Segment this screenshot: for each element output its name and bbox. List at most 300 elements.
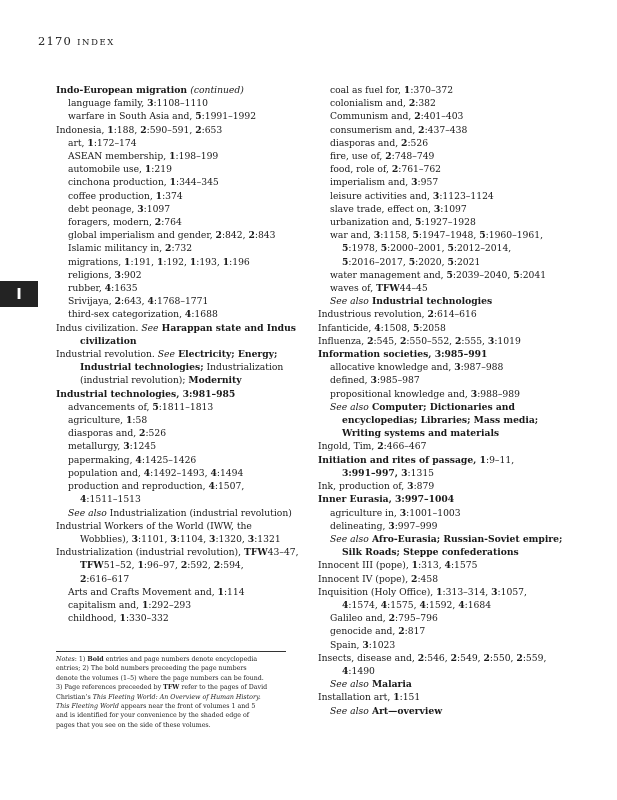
index-entry-line [318,295,578,308]
text-run: childhood, [68,613,120,625]
text-run: encyclopedias; Libraries; Mass media; [342,415,539,427]
text-run: TFW [163,684,180,692]
text-run: 1 [393,692,400,704]
text-run: Indonesia, [56,124,108,136]
text-run: Notes [56,656,75,663]
text-run: :1097 [440,203,467,215]
text-run: :193, [196,256,223,268]
index-entry-line [56,176,302,189]
text-run: Afro-Eurasia; Russian-Soviet empire; [368,533,563,545]
text-run: civilization [80,335,137,347]
text-run: 4 [104,283,112,295]
index-entry-line [56,97,302,110]
text-run: entries; 2) The bold numbers preceeding the page numbers [56,665,247,673]
section-label: INDEX [77,38,115,48]
text-run: 2 [165,243,172,255]
text-run: Inner Eurasia, 3:997–1004 [318,494,455,506]
text-run: :2021 [453,256,481,268]
index-entry-line [56,335,302,348]
text-run: refer to the pages of David [179,684,268,692]
text-run: :764 [161,217,182,229]
text-run: agriculture in, [330,507,400,519]
text-run: leisure activities and, [330,190,433,202]
text-run: :1927–1928 [421,217,476,229]
text-run: coffee production, [68,190,156,202]
text-run: 5 [380,243,388,255]
text-run: 1 [222,256,230,268]
index-entry-line [318,520,578,533]
text-run: :382 [415,98,436,110]
text-run: religions, [68,269,115,281]
text-run: 4 [208,481,215,493]
index-entry-line [318,190,578,203]
text-run: :1635 [111,283,138,295]
index-entry-line [318,573,578,586]
text-run: Indus civilization. [56,322,142,334]
text-run: 4 [342,599,349,611]
text-run: colonialism and, [330,98,409,110]
index-entry-line [56,467,302,480]
text-run: (continued) [190,85,244,96]
index-entry-line [318,533,578,546]
text-run: Harappan state and Indus [158,322,296,334]
text-run: :526 [407,137,429,149]
text-run: 1 [436,586,443,598]
index-entry-line [318,176,578,189]
index-entry-line [56,374,302,387]
text-run: See also [68,507,107,519]
text-run: Silk Roads; Steppe confederations [342,547,519,559]
text-run: :1315 [407,467,435,479]
text-run: imperialism and, [330,177,412,189]
text-run: 3 [432,190,440,202]
text-run: :545, [373,335,400,347]
text-run: 1 [217,586,224,598]
text-run: 5 [342,243,349,255]
text-run: : 1) [74,656,88,663]
text-run: 1 [125,415,133,427]
text-run: :957 [417,177,439,189]
text-run: 2 [367,335,374,347]
text-run: :549, [457,652,484,664]
text-run: :172–174 [93,137,137,149]
text-run: :188, [113,124,141,136]
index-entry-line [56,520,302,533]
index-entry-line [56,599,302,612]
text-run: 2 [400,335,407,347]
text-run: :732 [171,243,193,255]
text-run: 2 [414,111,421,123]
text-run: :313, [418,560,445,572]
text-run: (industrial revolution); [80,375,189,387]
text-run: Ingold, Tim, [318,441,378,453]
text-run: 2 [154,217,162,229]
text-run: 1 [403,85,411,96]
text-run: ASEAN membership, [68,151,170,163]
index-entry-line [318,163,578,176]
index-entry-line [56,388,302,401]
text-run: :879 [413,481,435,493]
index-entry-line [318,427,578,440]
text-run: :761–762 [398,164,442,176]
text-run: :1494 [216,467,244,479]
text-run: :2058 [419,322,446,334]
index-entry-line [56,559,302,572]
text-run: Art—overview [368,705,443,717]
text-run: :559, [522,652,547,664]
index-entry-line [56,322,302,335]
index-entry-line [318,705,578,718]
text-run: :401–403 [420,111,464,123]
text-run: denote the volumes (1–5) where the page numbers can be found. [56,674,264,682]
text-run: coal as fuel for, [330,85,404,96]
text-run: 5 [195,111,202,123]
text-run: Infanticide, [318,322,375,334]
index-entry-line [318,612,578,625]
text-run: 3 [209,533,216,545]
text-run: 3 [454,362,461,374]
index-entry-line [318,546,578,559]
index-entry-line [318,388,578,401]
text-run: 43–47, [267,547,299,559]
text-run: warfare in South Asia and, [68,111,196,123]
text-run: :330–332 [125,613,169,625]
text-run: capitalism and, [68,599,142,611]
text-run: Industrious revolution, [318,309,428,321]
index-entry-line [56,348,302,361]
text-run: See also [330,533,369,545]
text-run: :1592, [425,599,459,611]
text-run: 1 [141,599,149,611]
text-run: 2 [139,428,146,440]
text-run: 4 [80,494,87,506]
index-entry-line [56,203,302,216]
notes-line [56,664,286,673]
text-run: :2020, [415,256,448,268]
text-run: :546, [424,652,451,664]
text-run: 3 [399,507,407,519]
text-run: 5 [447,243,454,255]
text-run: 4 [342,665,349,677]
text-run: 4 [374,322,381,334]
text-run: diasporas and, [68,428,140,440]
index-entry-line [318,454,578,467]
text-run: 1 [169,177,176,189]
text-run: 4 [143,467,151,479]
text-run: 1 [107,124,114,136]
text-run: This Fleeting World [56,703,119,711]
index-entry-line [318,665,578,678]
text-run: metallurgy, [68,441,124,453]
text-run: Insects, disease and, [318,652,418,664]
text-run: :550, [489,652,517,664]
text-run: 3 [487,335,495,347]
text-run: :1123–1124 [439,190,494,202]
text-run: 2 [248,230,255,242]
text-run: :192, [163,256,190,268]
text-run: :1574, [348,599,381,611]
text-run: 2 [401,137,408,149]
text-run: 5 [446,269,453,281]
text-run: slave trade, effect on, [330,203,434,215]
text-run: defined, [330,375,371,387]
text-run: 3 [123,441,130,453]
text-run: :1684 [464,599,492,611]
text-run: 4 [419,599,426,611]
text-run: 3 [373,230,381,242]
text-run: :643, [121,296,148,308]
text-run: delineating, [330,520,389,532]
index-entry-line [318,84,578,97]
text-run: Industrial technologies [368,296,493,308]
text-run: :616–617 [86,573,130,585]
index-entry-line [56,84,302,97]
index-entry-line [318,374,578,387]
index-entry-line [318,229,578,242]
text-run: 2 [455,335,462,347]
text-run: :1811–1813 [158,401,214,413]
notes-line [56,655,286,664]
text-run: 2 [114,296,121,308]
text-run: 2 [408,98,416,110]
text-run: :1960–1961, [485,230,543,242]
text-run: Industrial Workers of the World (IWW, the [56,520,252,532]
text-run: :842, [221,230,249,242]
text-run: Galileo and, [330,613,389,625]
text-run: 4 [458,599,465,611]
text-run: :592, [187,560,214,572]
text-run: 4 [380,599,388,611]
text-run: 1 [411,560,419,572]
text-run: :555, [461,335,488,347]
text-run: Influenza, [318,335,368,347]
text-run: consumerism and, [330,124,419,136]
text-run: papermaking, [68,454,136,466]
text-run: 1 [155,190,163,202]
index-entry-line [318,678,578,691]
text-run: :1978, [348,243,381,255]
tab-letter: I [16,285,22,303]
index-entry-line [318,308,578,321]
text-run: :114 [223,586,245,598]
text-run: Information societies, 3:985–991 [318,349,488,361]
text-run: 3 [470,388,478,400]
text-run: appears near the front of volumes 1 and 5 [118,703,256,711]
text-run: 3 [433,203,441,215]
text-run: 3 [401,467,408,479]
index-entry-line [318,361,578,374]
index-entry-line [318,691,578,704]
index-entry-line [318,586,578,599]
text-run: See [157,349,175,361]
text-run: :198–199 [175,151,219,163]
text-run: Bold [87,656,104,663]
text-run: 2 [195,124,202,136]
text-run: 3 [137,203,144,215]
text-run: TFW [243,547,268,559]
text-run: :795–796 [395,613,438,625]
index-entry-line [56,493,302,506]
text-run: 44–45 [399,283,428,295]
text-run: 2 [80,573,87,585]
text-run: 1 [156,256,164,268]
index-entry-line [318,242,578,255]
text-run: automobile use, [68,164,145,176]
text-run: Initiation and rites of passage, [318,454,480,466]
text-run: :1158, [380,230,413,242]
text-run: See also [330,705,369,717]
index-entry-line [56,137,302,150]
index-entry-line [56,229,302,242]
text-run: :1097 [143,203,171,215]
text-run: 5 [447,256,454,268]
index-entry-line [56,163,302,176]
text-run: :653 [201,124,223,136]
text-run: population and, [68,467,144,479]
text-run: Industrial technologies; [80,362,204,374]
text-run: 5 [414,217,422,229]
index-entry-line [56,427,302,440]
text-run: pages that you see on the side of these volumes. [56,721,211,729]
text-run: 51–52, [103,560,138,572]
text-run: :219 [151,164,172,176]
text-run: foragers, modern, [68,217,155,229]
index-entry-line [318,652,578,665]
text-run: 1 [137,560,144,572]
text-run: :988–989 [477,388,520,400]
index-entry-line [56,414,302,427]
text-run: :1023 [368,639,396,651]
text-run: Industrialization (industrial revolution) [106,507,292,519]
text-run: See [141,322,159,334]
text-run: Electricity; Energy; [174,349,278,361]
index-entry-line [56,507,302,520]
text-run: Islamic militancy in, [68,243,166,255]
notes-line [56,711,286,720]
text-run: Writing systems and materials [342,428,500,440]
text-run: 2 [516,652,523,664]
text-run: Industrialization [203,362,284,374]
text-run: :374 [162,190,183,202]
text-run: :1991–1992 [201,111,257,123]
text-run: :1768–1771 [153,296,209,308]
text-run: :2000–2001, [387,243,448,255]
index-entry-line [318,137,578,150]
text-run: 4 [210,467,217,479]
index-entry-line [56,361,302,374]
text-run: 5 [408,256,416,268]
text-run: cinchona production, [68,177,170,189]
index-entry-line [318,467,578,480]
index-entry-line [56,573,302,586]
notes-line [56,721,286,730]
text-run: waves of, [330,283,377,295]
text-run: :1101, [137,533,171,545]
text-run: :313–314, [442,586,492,598]
index-entry-line [318,559,578,572]
index-entry-line [56,216,302,229]
text-run: diasporas and, [330,137,402,149]
text-run: :1104, [176,533,210,545]
text-run: 2 [418,124,425,136]
text-run: 5 [412,230,419,242]
text-run: :902 [120,269,142,281]
index-column-right [318,84,578,718]
text-run: :817 [404,626,426,638]
text-run: :1019 [494,335,521,347]
notes-box [56,651,286,730]
index-entry-line [318,639,578,652]
index-entry-line [56,269,302,282]
text-run: migrations, [68,256,125,268]
text-run: 5 [513,269,520,281]
text-run: 1 [479,454,486,466]
text-run: TFW [376,283,400,295]
text-run: :550–552, [406,335,456,347]
text-run: :997–999 [394,520,438,532]
text-run: :2012–2014, [453,243,512,255]
text-run: :2039–2040, [452,269,514,281]
text-run: :1947–1948, [418,230,480,242]
index-entry-line [56,454,302,467]
text-run: and is identified for your convenience by the shaded edge of [56,712,250,720]
index-entry-line [56,190,302,203]
index-entry-line [318,216,578,229]
index-entry-line [318,124,578,137]
text-run: :191, [130,256,157,268]
text-run: debt peonage, [68,203,138,215]
text-run: :96–97, [143,560,181,572]
text-run: Malaria [368,679,412,691]
text-run: :466–467 [383,441,427,453]
index-entry-line [56,586,302,599]
text-run: :1507, [214,481,245,493]
text-run: 2 [427,309,434,321]
text-run: food, role of, [330,164,392,176]
text-run: Industrialization (industrial revolution), [56,547,244,559]
text-run: TFW [80,560,104,572]
text-run: :1492–1493, [150,467,211,479]
text-run: water management and, [330,269,447,281]
text-run: genocide and, [330,626,399,638]
text-run: Srivijaya, [68,296,115,308]
text-run: :748–749 [391,151,435,163]
text-run: 4 [147,296,154,308]
text-run: global imperialism and gender, [68,230,216,242]
text-run: :1508, [380,322,413,334]
index-entry-line [318,480,578,493]
text-run: Innocent IV (pope), [318,573,412,585]
letter-thumb-tab [0,281,38,307]
text-run: 3 [170,533,177,545]
text-run: 3 [411,177,418,189]
text-run: art, [68,137,88,149]
text-run: :2041 [519,269,547,281]
text-run: Wobblies), [80,533,132,545]
text-run: :2016–2017, [348,256,409,268]
text-run: 5 [152,401,159,413]
text-run: Christian’s [56,693,93,701]
text-run: :1320, [215,533,248,545]
index-entry-line [56,533,302,546]
text-run: 4 [135,454,142,466]
text-run: language family, [68,98,148,110]
text-run: :1001–1003 [406,507,461,519]
text-run: :526 [145,428,167,440]
text-run: 3 [362,639,369,651]
text-run: 2 [215,230,222,242]
text-run: :985–987 [376,375,420,387]
